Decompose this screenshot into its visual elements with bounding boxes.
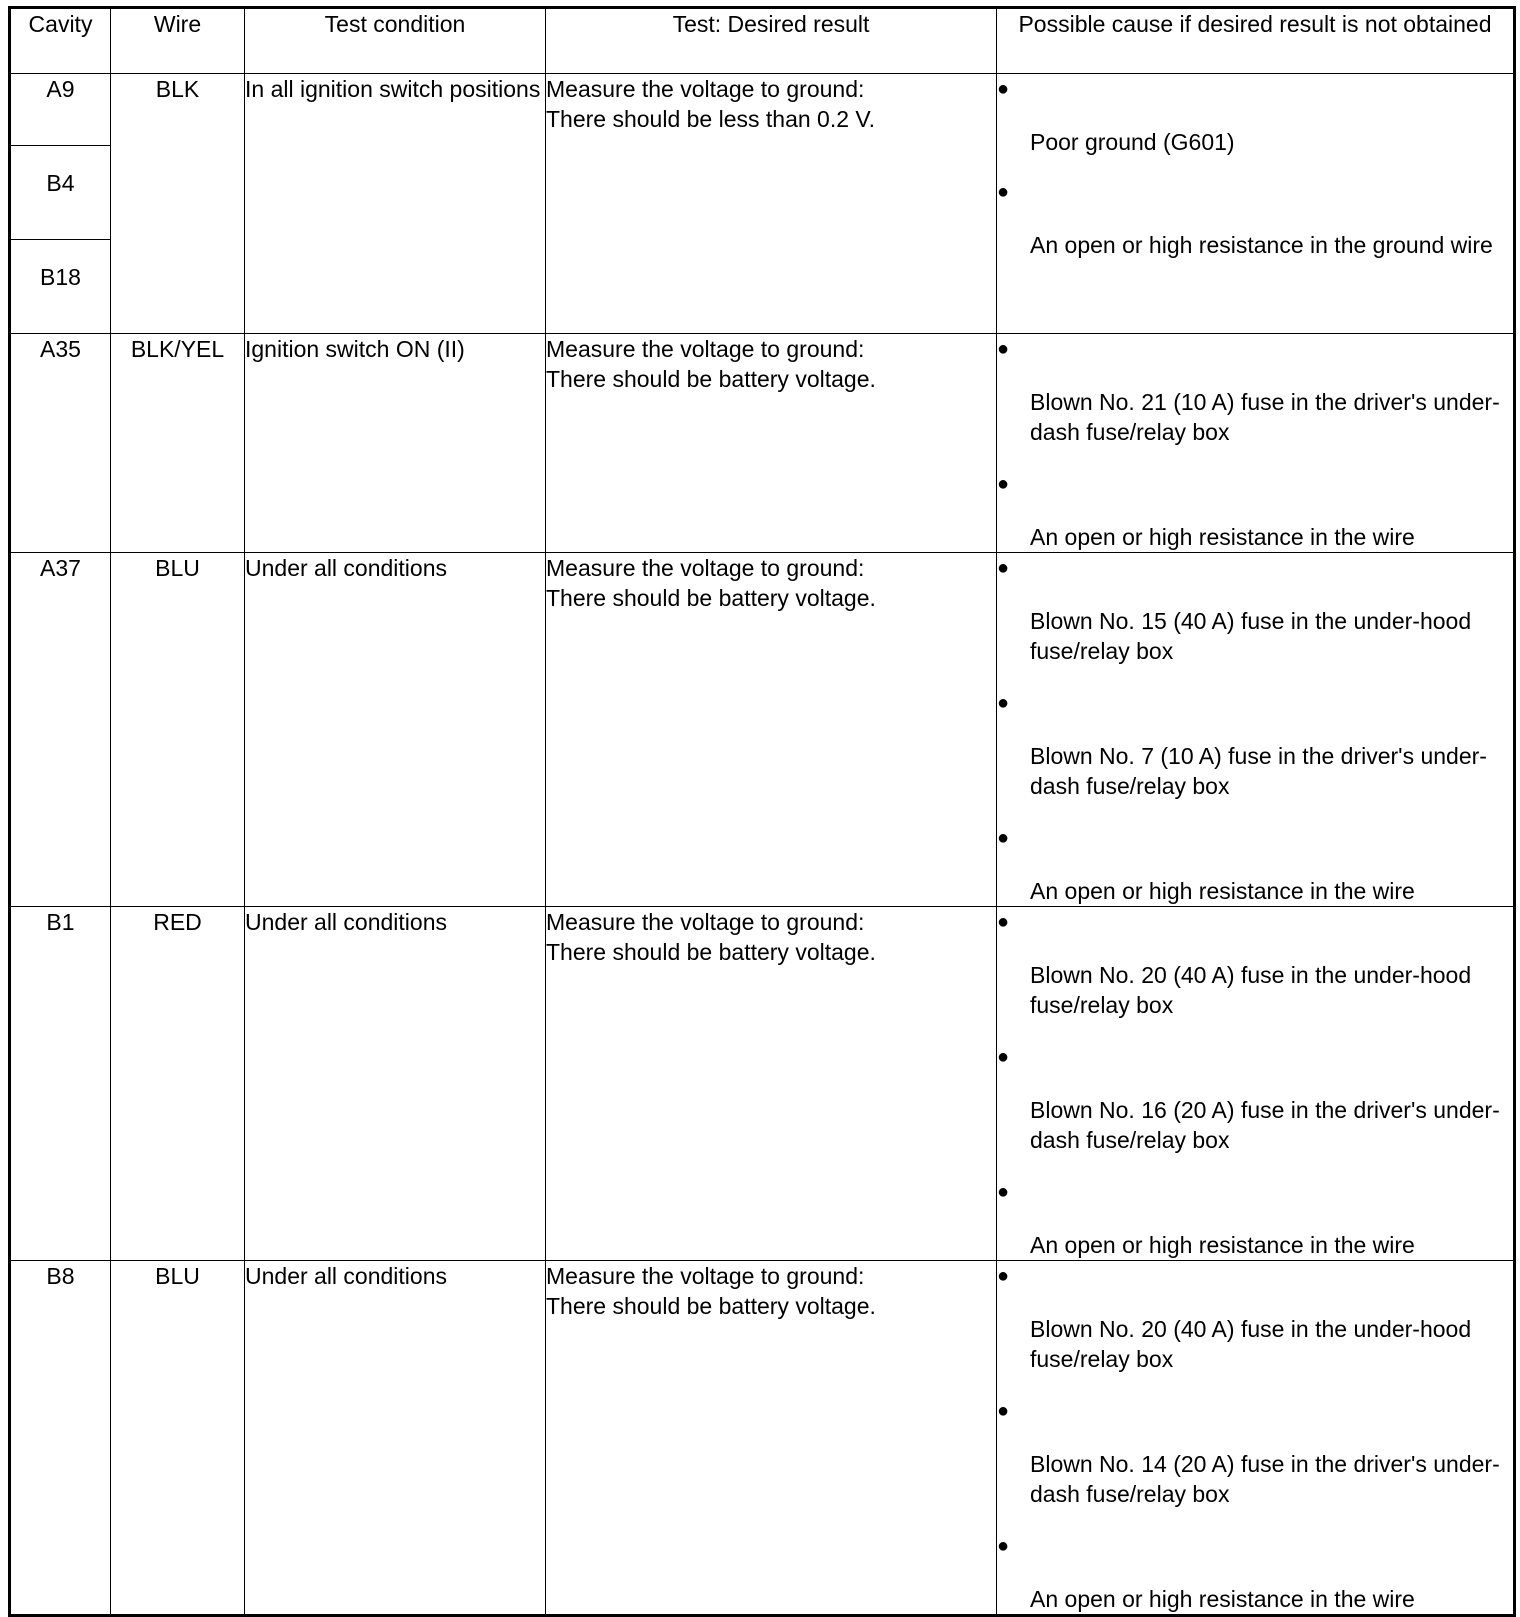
cavity-cell: B4: [10, 146, 111, 240]
cause-text: An open or high resistance in the ground wire: [1030, 232, 1493, 258]
bullet-icon: ●: [997, 1535, 1010, 1557]
wire-cell: BLK: [111, 74, 245, 334]
cause-text: Blown No. 21 (10 A) fuse in the driver's under-dash fuse/relay box: [1030, 389, 1500, 445]
wire-cell: RED: [111, 907, 245, 1261]
test-condition-cell: Ignition switch ON (II): [245, 334, 546, 553]
table-row: [10, 334, 1515, 553]
cause-text: An open or high resistance in the wire: [1030, 1232, 1415, 1258]
wire-cell: BLK/YEL: [111, 334, 245, 553]
wire-cell: BLU: [111, 1261, 245, 1616]
table-row: [10, 553, 1515, 907]
result-line: There should be battery voltage.: [546, 1293, 876, 1319]
desired-result-cell: [546, 553, 997, 907]
header-row: [10, 8, 1515, 74]
cavity-cell: B1: [10, 907, 111, 1261]
test-condition-cell: Under all conditions: [245, 553, 546, 907]
result-line: Measure the voltage to ground:: [546, 1263, 865, 1289]
bullet-icon: ●: [997, 557, 1010, 579]
cause-item: [997, 74, 1513, 157]
header-test-condition: Test condition: [245, 8, 546, 74]
possible-cause-cell: [997, 74, 1515, 334]
cause-item: [997, 1396, 1513, 1509]
possible-cause-cell: [997, 907, 1515, 1261]
result-line: There should be battery voltage.: [546, 366, 876, 392]
cause-item: [997, 907, 1513, 1020]
cause-text: Blown No. 20 (40 A) fuse in the under-hood fuse/relay box: [1030, 962, 1472, 1018]
test-condition-cell: In all ignition switch positions: [245, 74, 546, 334]
cause-text: An open or high resistance in the wire: [1030, 878, 1415, 904]
connector-test-table: [8, 6, 1516, 1617]
result-line: Measure the voltage to ground:: [546, 909, 865, 935]
cavity-cell: B8: [10, 1261, 111, 1616]
bullet-icon: ●: [997, 473, 1010, 495]
cavity-cell: A37: [10, 553, 111, 907]
cavity-cell: A35: [10, 334, 111, 553]
cause-item: [997, 1261, 1513, 1374]
test-condition-cell: Under all conditions: [245, 1261, 546, 1616]
bullet-icon: ●: [997, 1400, 1010, 1422]
bullet-icon: ●: [997, 911, 1010, 933]
desired-result-cell: [546, 907, 997, 1261]
result-line: There should be battery voltage.: [546, 585, 876, 611]
result-line: Measure the voltage to ground:: [546, 336, 865, 362]
cause-text: Poor ground (G601): [1030, 129, 1235, 155]
bullet-icon: ●: [997, 827, 1010, 849]
result-line: There should be less than 0.2 V.: [546, 106, 876, 132]
table-row: [10, 74, 1515, 146]
cavity-cell: A9: [10, 74, 111, 146]
result-line: Measure the voltage to ground:: [546, 555, 865, 581]
desired-result-cell: [546, 1261, 997, 1616]
bullet-icon: ●: [997, 181, 1010, 203]
cause-text: An open or high resistance in the wire: [1030, 524, 1415, 550]
possible-cause-cell: [997, 553, 1515, 907]
cause-item: [997, 334, 1513, 447]
wire-cell: BLU: [111, 553, 245, 907]
table-row: [10, 1261, 1515, 1616]
cause-item: [997, 1042, 1513, 1155]
cause-item: [997, 553, 1513, 666]
cause-text: Blown No. 16 (20 A) fuse in the driver's under-dash fuse/relay box: [1030, 1097, 1500, 1153]
cause-item: [997, 469, 1513, 552]
result-line: Measure the voltage to ground:: [546, 76, 865, 102]
cause-item: [997, 1531, 1513, 1614]
cause-text: An open or high resistance in the wire: [1030, 1586, 1415, 1612]
cause-text: Blown No. 14 (20 A) fuse in the driver's under-dash fuse/relay box: [1030, 1451, 1500, 1507]
desired-result-cell: [546, 74, 997, 334]
header-wire: Wire: [111, 8, 245, 74]
test-condition-cell: Under all conditions: [245, 907, 546, 1261]
bullet-icon: ●: [997, 692, 1010, 714]
desired-result-cell: [546, 334, 997, 553]
possible-cause-cell: [997, 1261, 1515, 1616]
possible-cause-cell: [997, 334, 1515, 553]
bullet-icon: ●: [997, 78, 1010, 100]
cause-item: [997, 823, 1513, 906]
result-line: There should be battery voltage.: [546, 939, 876, 965]
bullet-icon: ●: [997, 338, 1010, 360]
header-possible-cause: Possible cause if desired result is not obtained: [997, 8, 1515, 74]
header-desired-result: Test: Desired result: [546, 8, 997, 74]
bullet-icon: ●: [997, 1046, 1010, 1068]
cause-item: [997, 177, 1513, 260]
bullet-icon: ●: [997, 1265, 1010, 1287]
header-cavity: Cavity: [10, 8, 111, 74]
cause-item: [997, 688, 1513, 801]
cause-text: Blown No. 20 (40 A) fuse in the under-hood fuse/relay box: [1030, 1316, 1472, 1372]
cause-item: [997, 1177, 1513, 1260]
cause-text: Blown No. 7 (10 A) fuse in the driver's under-dash fuse/relay box: [1030, 743, 1487, 799]
bullet-icon: ●: [997, 1181, 1010, 1203]
cavity-cell: B18: [10, 240, 111, 334]
table-row: [10, 907, 1515, 1261]
cause-text: Blown No. 15 (40 A) fuse in the under-hood fuse/relay box: [1030, 608, 1472, 664]
